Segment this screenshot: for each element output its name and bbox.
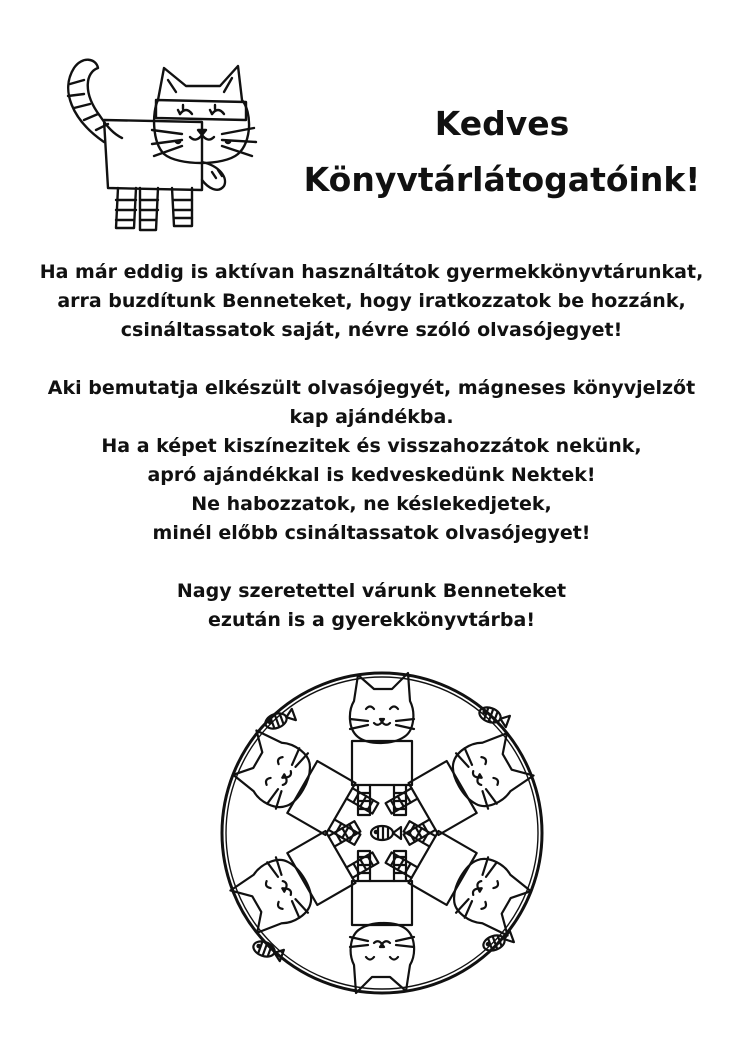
paragraph-3 xyxy=(20,577,723,635)
title-line-1: Kedves xyxy=(434,104,570,143)
text-line: csináltassatok saját, névre szóló olvasójegyet! xyxy=(120,319,623,341)
text-line: arra buzdítunk Benneteket, hogy iratkozzatok be hozzánk, xyxy=(57,290,686,312)
title-line-2: Könyvtárlátogatóink! xyxy=(303,160,701,199)
text-line: Ne habozzatok, ne késlekedjetek, xyxy=(191,493,552,515)
text-line: Ha a képet kiszínezitek és visszahozzátok nekünk, xyxy=(101,435,642,457)
page-title xyxy=(272,96,732,208)
cat-drawing-icon xyxy=(52,50,284,240)
text-line: ezután is a gyerekkönyvtárba! xyxy=(208,609,535,631)
cat-mandala-icon xyxy=(212,638,552,1028)
paragraph-2 xyxy=(20,374,723,548)
body-text xyxy=(20,258,723,664)
text-line: Ha már eddig is aktívan használtátok gyermekkönyvtárunkat, xyxy=(39,261,704,283)
text-line: Aki bemutatja elkészült olvasójegyét, mágneses könyvjelzőt xyxy=(47,377,696,399)
text-line: kap ajándékba. xyxy=(289,406,454,428)
text-line: Nagy szeretettel várunk Benneteket xyxy=(176,580,567,602)
paragraph-1 xyxy=(20,258,723,345)
text-line: apró ajándékkal is kedveskedünk Nektek! xyxy=(147,464,596,486)
text-line: minél előbb csináltassatok olvasójegyet! xyxy=(152,522,591,544)
